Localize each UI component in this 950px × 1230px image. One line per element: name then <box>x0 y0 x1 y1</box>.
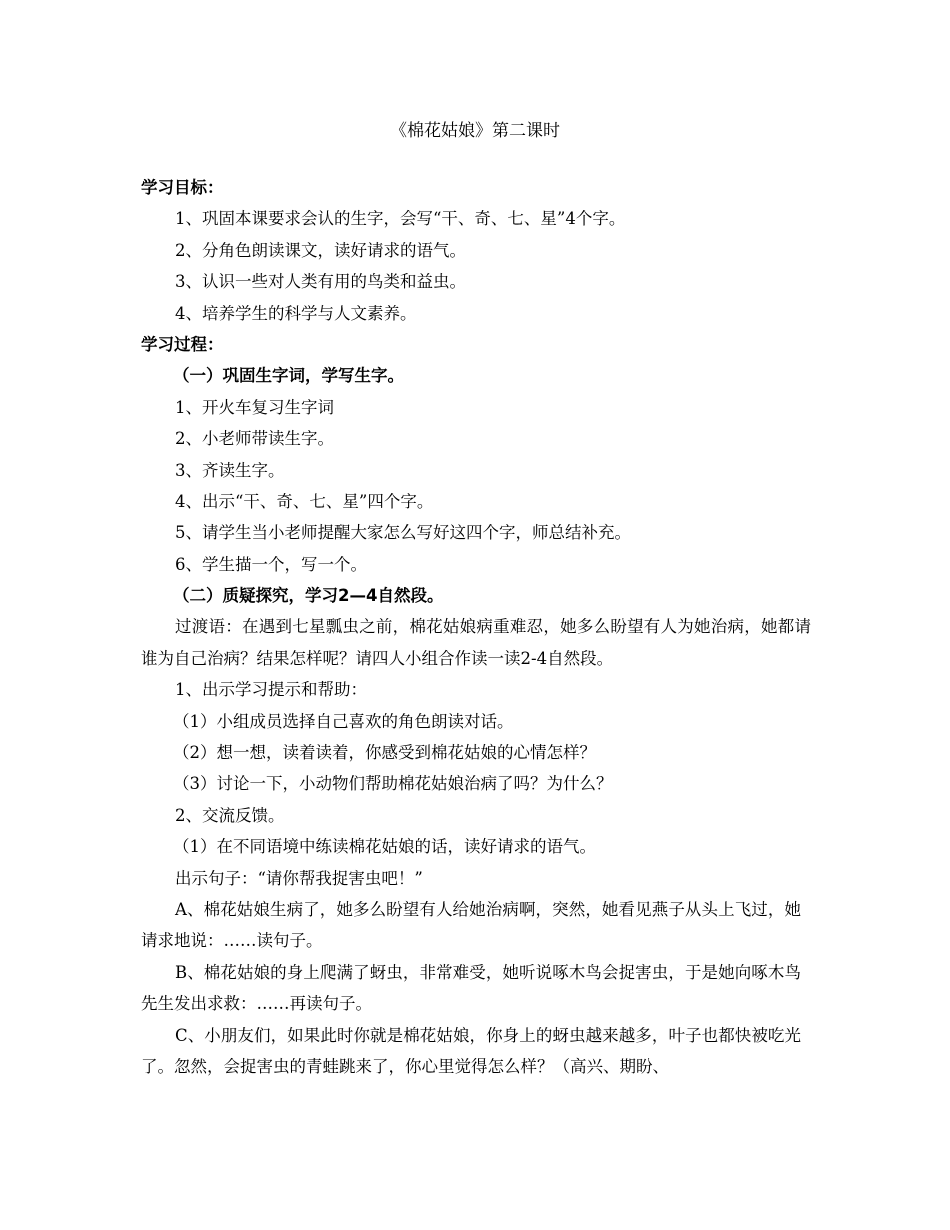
paragraph-c: C、小朋友们，如果此时你就是棉花姑娘，你身上的蚜虫越来越多，叶子也都快被吃光了。忽然，会捉害虫的青蛙跳来了，你心里觉得怎么样？（高兴、期盼、 <box>141 1025 801 1077</box>
show-sentence: 出示句子：“请你帮我捉害虫吧！” <box>175 868 423 888</box>
goal-item: 1、巩固本课要求会认的生字，会写“干、奇、七、星”4个字。 <box>175 209 626 229</box>
section1-item: 5、请学生当小老师提醒大家怎么写好这四个字，师总结补充。 <box>175 523 631 543</box>
step-1: 1、出示学习提示和帮助： <box>175 680 367 700</box>
section1-item: 3、齐读生字。 <box>175 460 285 480</box>
hint-item: （1）小组成员选择自己喜欢的角色朗读对话。 <box>173 711 514 731</box>
hint-item: （3）讨论一下，小动物们帮助棉花姑娘治病了吗？为什么？ <box>173 774 613 794</box>
paragraph-a: A、棉花姑娘生病了，她多么盼望有人给她治病啊，突然，她看见燕子从头上飞过，她请求地说：……读句子。 <box>141 900 801 951</box>
process-heading: 学习过程： <box>141 334 224 354</box>
feedback-item: （1）在不同语境中练读棉花姑娘的话，读好请求的语气。 <box>173 837 596 857</box>
document-body <box>141 172 811 1082</box>
goal-item: 2、分角色朗读课文，读好请求的语气。 <box>175 240 466 260</box>
section1-item: 1、开火车复习生字词 <box>175 397 334 417</box>
document-title: 《棉花姑娘》第二课时 <box>390 121 560 141</box>
paragraph-b: B、棉花姑娘的身上爬满了蚜虫，非常难受，她听说啄木鸟会捉害虫，于是她向啄木鸟先生发出求救：……再读句子。 <box>141 962 801 1014</box>
hint-item: （2）想一想，读着读着，你感受到棉花姑娘的心情怎样？ <box>173 743 596 763</box>
goal-item: 4、培养学生的科学与人文素养。 <box>175 303 417 323</box>
section2-heading: （二）质疑探究，学习2—4自然段。 <box>173 586 444 606</box>
section1-item: 2、小老师带读生字。 <box>175 429 334 449</box>
goal-item: 3、认识一些对人类有用的鸟类和益虫。 <box>175 272 466 292</box>
section1-item: 4、出示“干、奇、七、星”四个字。 <box>175 491 434 511</box>
section1-heading: （一）巩固生字词，学写生字。 <box>173 366 404 386</box>
step-2: 2、交流反馈。 <box>175 805 285 825</box>
section1-item: 6、学生描一个，写一个。 <box>175 554 367 574</box>
transition-paragraph: 过渡语：在遇到七星瓢虫之前，棉花姑娘病重难忍，她多么盼望有人为她治病，她都请谁为自己治病？结果怎样呢？请四人小组合作读一读2-4自然段。 <box>141 617 811 668</box>
goals-heading: 学习目标： <box>141 178 224 197</box>
